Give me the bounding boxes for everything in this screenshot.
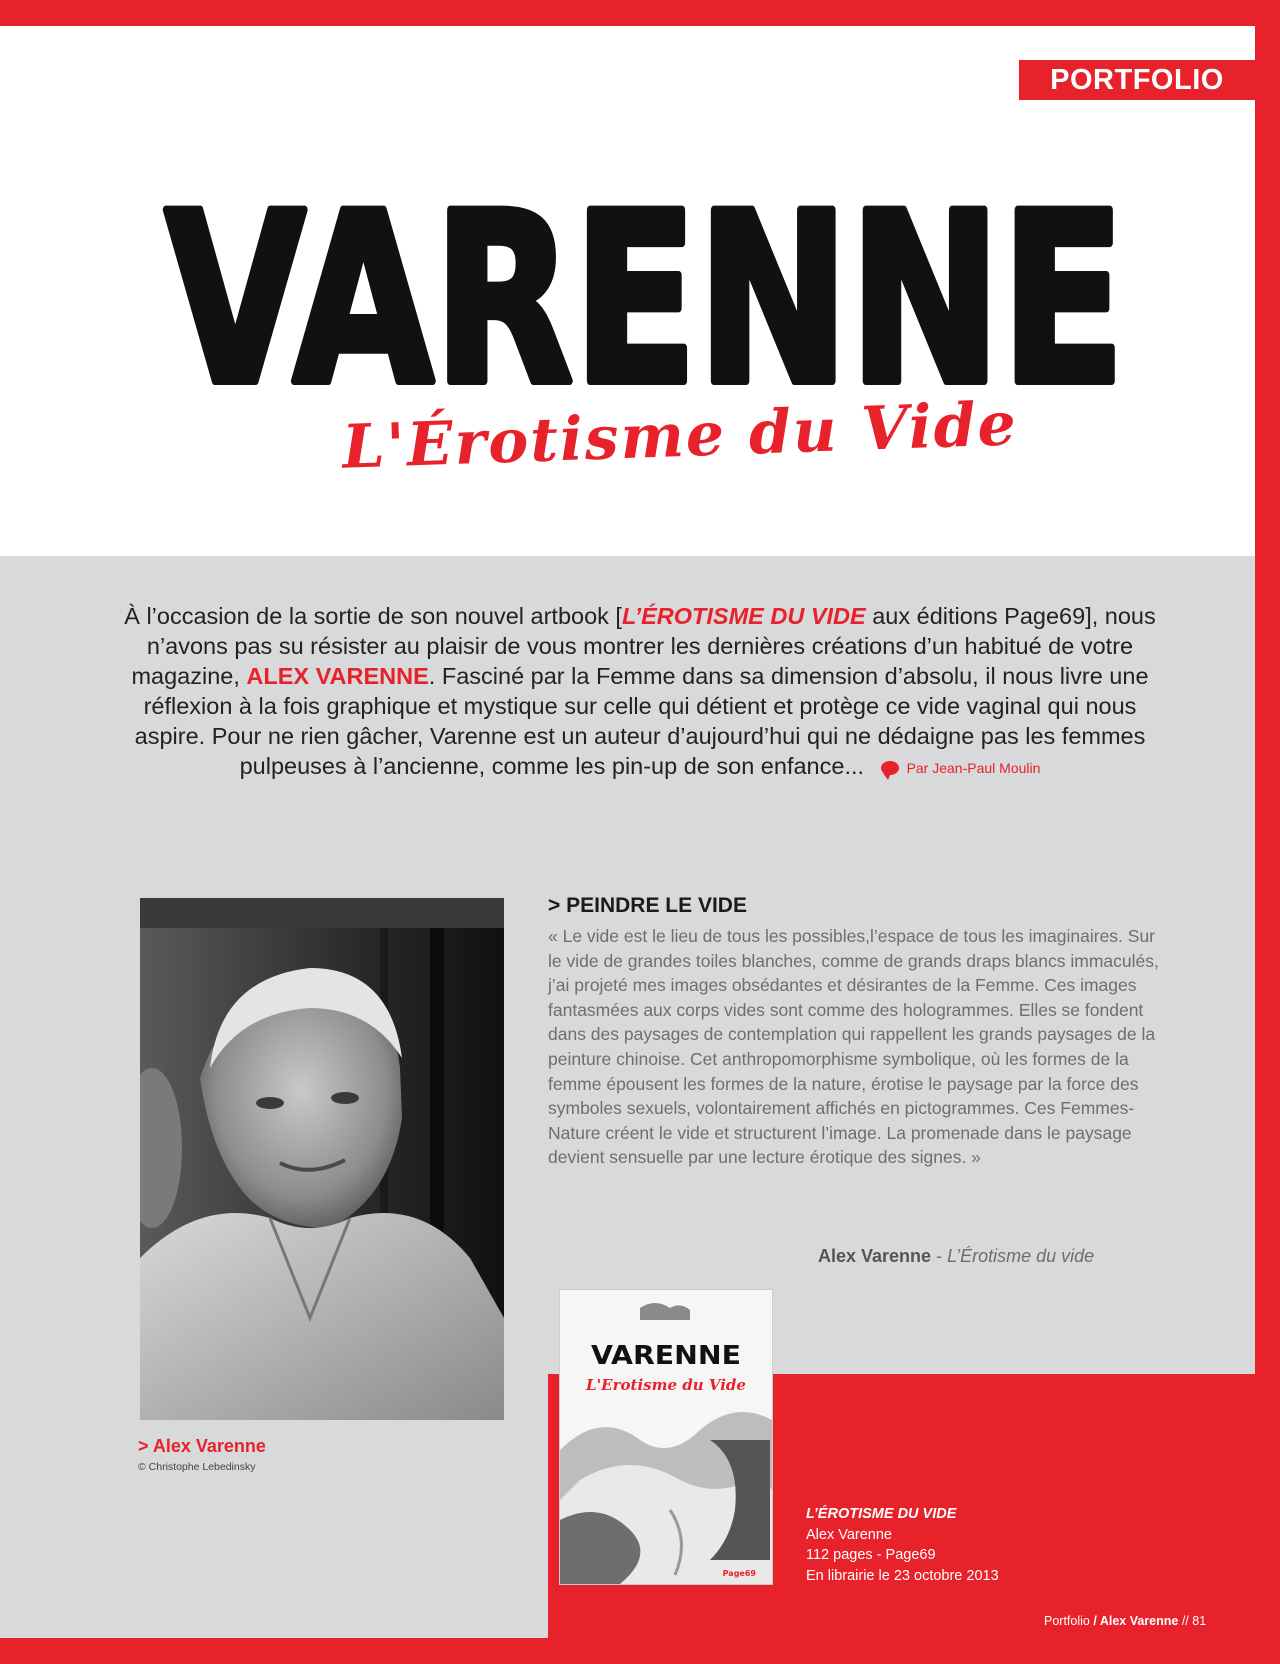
footer-section: Portfolio (1044, 1614, 1090, 1628)
intro-text-2: aux éditions Page69], nous n’avons pas su résister au plaisir de vous montrer les dernières créations d’un habitué de votre magazine, (131, 603, 1156, 689)
intro-paragraph (120, 601, 1160, 783)
magazine-page (0, 26, 1255, 1638)
intro-text-3: . Fasciné par la Femme dans sa dimension d’absolu, il nous livre une réflexion à la fois graphique et mystique sur celle qui détient et protège ce vide vaginal qui nous aspire. Pour ne rien gâcher, Varenne est un auteur d’aujourd’hui qui ne dédaigne pas les femmes pulpeuses à l’ancienne, comme les pin-up de son enfance... (134, 663, 1149, 779)
book-title: L’ÉROTISME DU VIDE (806, 1506, 957, 1522)
quote-attribution (818, 1246, 1094, 1267)
intro-text-1: À l’occasion de la sortie de son nouvel artbook [ (124, 603, 622, 629)
subtitle: L'Érotisme du Vide (341, 389, 1019, 483)
section-tag: PORTFOLIO (1019, 60, 1255, 100)
book-author: Alex Varenne (806, 1526, 892, 1543)
page-number: 81 (1192, 1614, 1207, 1628)
cover-publisher: Page69 (722, 1569, 756, 1578)
footer-subject: Alex Varenne (1099, 1614, 1179, 1628)
photo-credit: © Christophe Lebedinsky (138, 1461, 256, 1473)
footer-sep1: / (1089, 1614, 1100, 1628)
photo-caption-name: > Alex Varenne (138, 1436, 266, 1456)
byline (881, 753, 1041, 783)
artist-quote: « Le vide est le lieu de tous les possibles,l’espace de tous les imaginaires. Sur le vide de grandes toiles blanches, comme de grands draps blancs immaculés, j’ai projeté mes images obsédantes et désirantes de la Femme. Ces images fantasmées aux corps vides sont comme des hologrammes. Elles se fondent dans des paysages de contemplation qui rappellent les grands paysages de la peinture chinoise. Cet anthropomorphisme symbolique, où les formes de la femme épousent les formes de la nature, érotise le paysage par la force des symboles sexuels, volontairement affichés en pictogrammes. Ces Femmes-Nature créent le vide et structurent l’image. La promenade dans le paysage devient sensuelle par une lecture érotique des signes. » (548, 926, 1159, 1168)
artist-photo (140, 898, 504, 1420)
book-release: En librairie le 23 octobre 2013 (806, 1567, 999, 1584)
book-cover (560, 1290, 772, 1584)
byline-text: Par Jean-Paul Moulin (906, 759, 1041, 776)
speech-bubble-icon (881, 761, 899, 775)
artist-photo-image (140, 898, 504, 1420)
title-text: VARENNE (165, 166, 1125, 437)
book-info (806, 1504, 999, 1586)
book-details: 112 pages - Page69 (806, 1547, 936, 1563)
intro-artist: ALEX VARENNE (246, 663, 429, 689)
attribution-work: L’Érotisme du vide (947, 1246, 1095, 1266)
footer-sep2: // (1178, 1614, 1193, 1628)
book-cover-image (560, 1290, 772, 1584)
page-footer (1044, 1614, 1206, 1628)
attribution-name: Alex Varenne (818, 1246, 932, 1266)
attribution-separator: - (931, 1246, 948, 1266)
section-heading: > PEINDRE LE VIDE (548, 894, 747, 917)
cover-title: VARENNE (591, 1341, 741, 1371)
cover-subtitle: L'Erotisme du Vide (586, 1376, 746, 1394)
intro-book-title: L’ÉROTISME DU VIDE (621, 603, 866, 629)
